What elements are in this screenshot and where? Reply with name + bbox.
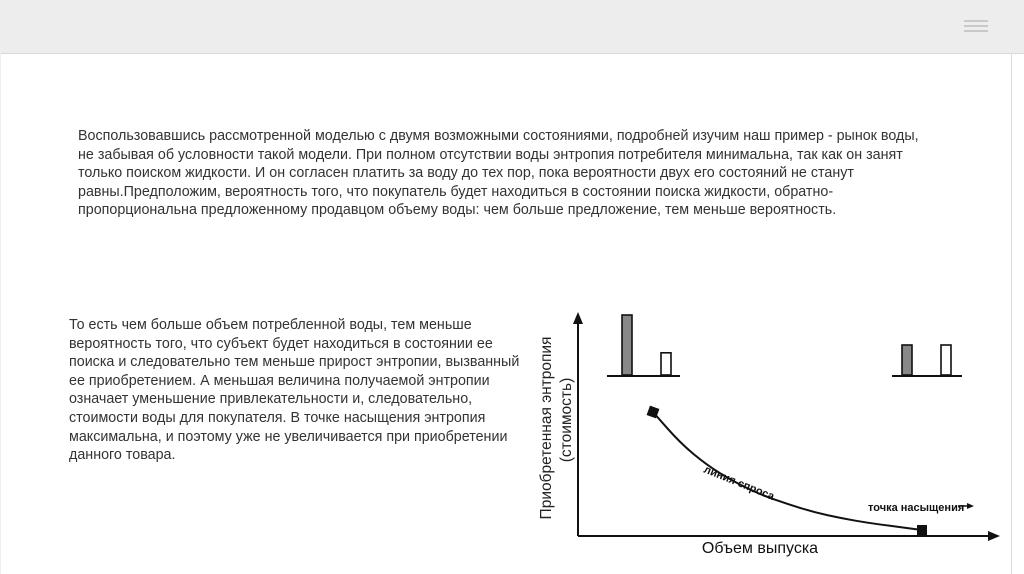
explanation-paragraph: То есть чем больше объем потребленной воды, тем меньше вероятность того, что субъект будет находиться в состоянии ее поиска и следовательно тем меньше прирост энтропии, вызванный ее приобретением. А меньшая величина получаемой энтропии означает уменьшение привлекательности и, следовательно, стоимости воды для покупателя. В точке насыщения энтропия максимальна, и поэтому уже не увеличивается при приобретении данного товара. [69,317,520,464]
inset-left-bar-filled [622,315,632,375]
slide-header [0,0,1024,54]
y-axis-arrow [573,312,583,324]
chart-svg [530,300,1010,570]
inset-left [607,315,680,376]
intro-paragraph: Воспользовавшись рассмотренной моделью с двумя возможными состояниями, подробней изучим наш пример - рынок воды, не забывая об условности такой модели. При полном отсутствии воды энтропия потребителя минимальна, так как он занят только поиском жидкости. И он согласен платить за воду до тех пор, пока вероятности двух его состояний не станут равны.Предположим, вероятность того, что покупатель будет находиться в состоянии поиска жидкости, обратно-пропорциональна предложенному продавцом объему воды: чем больше предложение, тем меньше вероятность. [78,128,919,219]
saturation-point-label: точка насыщения [868,502,965,514]
y-axis-title: Приобретенная энтропия [538,336,555,520]
demand-entropy-chart [530,300,1010,570]
hamburger-menu-icon[interactable] [964,20,988,32]
saturation-point-marker [917,525,927,535]
demand-curve-label: линия спроса [701,463,776,503]
inset-right-bar-filled [902,345,912,375]
saturation-arrowhead [967,503,974,509]
inset-left-bar-empty [661,353,671,375]
x-axis-title: Объем выпуска [701,540,819,557]
y-axis-subtitle: (стоимость) [558,377,575,463]
inset-right [892,345,962,376]
inset-right-bar-empty [941,345,951,375]
x-axis-arrow [988,531,1000,541]
